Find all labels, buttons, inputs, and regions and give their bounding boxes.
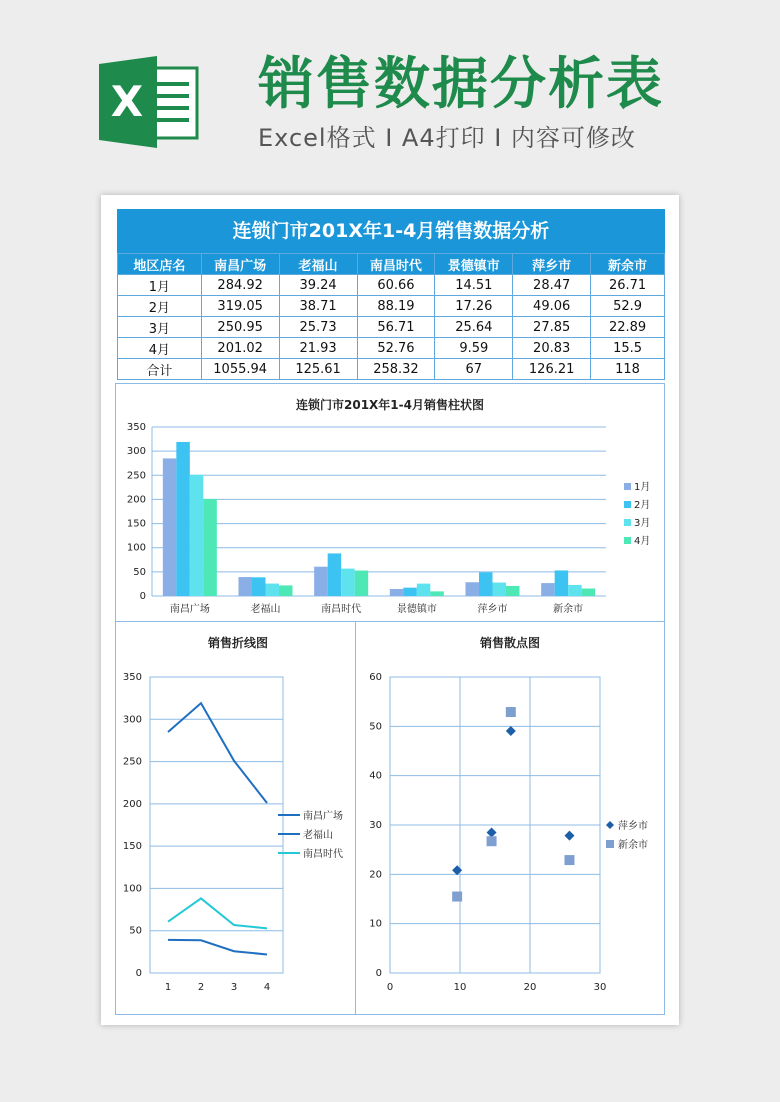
- legend-label: 2月: [634, 500, 651, 511]
- bar: [493, 583, 507, 596]
- table-cell: 15.5: [591, 338, 665, 359]
- y-tick-label: 40: [369, 770, 382, 782]
- x-tick-label: 新余市: [553, 604, 584, 615]
- table-cell: 27.85: [513, 317, 591, 338]
- x-tick-label: 0: [386, 982, 394, 993]
- table-cell: 201.02: [201, 338, 279, 359]
- bar: [314, 567, 328, 596]
- table-cell: 258.32: [357, 359, 435, 380]
- table-cell: 118: [591, 359, 665, 380]
- table-cell: 20.83: [513, 338, 591, 359]
- table-cell: 126.21: [513, 359, 591, 380]
- x-tick-label: 4: [263, 982, 271, 993]
- bar: [279, 585, 293, 596]
- table-cell: 67: [435, 359, 513, 380]
- bar: [430, 591, 444, 596]
- table-cell: 25.64: [435, 317, 513, 338]
- bar: [190, 475, 204, 596]
- table-cell: 52.76: [357, 338, 435, 359]
- bar: [555, 570, 569, 596]
- y-tick-label: 150: [122, 841, 142, 853]
- column-header: 新余市: [591, 254, 665, 275]
- scatter-chart-title: 销售散点图: [479, 636, 541, 650]
- bar: [390, 589, 404, 596]
- table-cell: 284.92: [201, 275, 279, 296]
- y-tick-label: 300: [126, 446, 146, 458]
- y-tick-label: 150: [126, 518, 146, 530]
- legend-swatch: [624, 483, 631, 490]
- y-tick-label: 50: [133, 566, 146, 578]
- legend-swatch: [624, 519, 631, 526]
- table-cell: 125.61: [279, 359, 357, 380]
- y-tick-label: 200: [126, 494, 146, 506]
- bar: [403, 588, 417, 596]
- legend-label: 南昌广场: [303, 811, 343, 822]
- line-chart: [116, 622, 355, 1014]
- bar-chart-panel: [115, 383, 665, 623]
- table-cell: 319.05: [201, 296, 279, 317]
- bar: [466, 582, 480, 596]
- scatter-point: [506, 726, 516, 736]
- table-cell: 14.51: [435, 275, 513, 296]
- legend-label: 1月: [634, 482, 651, 493]
- x-tick-label: 南昌广场: [169, 604, 210, 615]
- y-tick-label: 250: [122, 756, 142, 768]
- x-tick-label: 10: [453, 982, 467, 993]
- bar: [239, 577, 253, 596]
- scatter-chart: [356, 622, 664, 1014]
- table-cell: 39.24: [279, 275, 357, 296]
- bar: [479, 572, 493, 596]
- table-cell: 17.26: [435, 296, 513, 317]
- y-tick-label: 0: [375, 968, 382, 979]
- sales-table: [117, 253, 665, 380]
- bar: [252, 577, 266, 596]
- y-tick-label: 0: [135, 968, 142, 979]
- table-cell: 21.93: [279, 338, 357, 359]
- y-tick-label: 60: [369, 672, 382, 683]
- table-cell: 合计: [118, 359, 202, 380]
- table-cell: 3月: [118, 317, 202, 338]
- bar: [417, 584, 431, 596]
- line-chart-title: 销售折线图: [207, 636, 269, 650]
- x-tick-label: 30: [593, 982, 607, 993]
- x-tick-label: 景德镇市: [396, 604, 437, 615]
- table-row: [118, 359, 665, 380]
- table-cell: 26.71: [591, 275, 665, 296]
- bar: [266, 584, 280, 596]
- table-header-row: [118, 254, 665, 275]
- bar: [341, 569, 355, 596]
- table-banner: 连锁门市201X年1-4月销售数据分析: [117, 209, 665, 253]
- scatter-point: [487, 828, 497, 838]
- table-cell: 52.9: [591, 296, 665, 317]
- bar: [176, 442, 190, 596]
- table-cell: 49.06: [513, 296, 591, 317]
- column-header: 景德镇市: [435, 254, 513, 275]
- bar: [203, 499, 217, 596]
- table-row: [118, 338, 665, 359]
- table-cell: 4月: [118, 338, 202, 359]
- y-tick-label: 10: [369, 918, 382, 930]
- scatter-point: [564, 855, 574, 865]
- legend-label: 萍乡市: [618, 821, 648, 832]
- legend-label: 3月: [634, 518, 651, 529]
- bar: [541, 583, 555, 596]
- table-cell: 88.19: [357, 296, 435, 317]
- y-tick-label: 20: [369, 869, 382, 881]
- legend-label: 新余市: [618, 840, 648, 851]
- x-tick-label: 20: [523, 982, 537, 993]
- table-cell: 60.66: [357, 275, 435, 296]
- y-tick-label: 300: [122, 714, 142, 726]
- scatter-point: [506, 707, 516, 717]
- legend-marker: [606, 840, 614, 848]
- y-tick-label: 50: [129, 925, 142, 937]
- table-cell: 28.47: [513, 275, 591, 296]
- bar: [568, 585, 582, 596]
- column-header: 南昌广场: [201, 254, 279, 275]
- page-title: 销售数据分析表: [258, 52, 664, 117]
- table-cell: 250.95: [201, 317, 279, 338]
- x-tick-label: 南昌时代: [321, 604, 362, 615]
- table-row: [118, 296, 665, 317]
- x-tick-label: 3: [230, 982, 238, 993]
- scatter-point: [452, 892, 462, 902]
- table-cell: 1055.94: [201, 359, 279, 380]
- column-header: 地区店名: [118, 254, 202, 275]
- y-tick-label: 100: [122, 883, 142, 895]
- x-tick-label: 2: [197, 982, 205, 993]
- scatter-point: [452, 865, 462, 875]
- table-row: [118, 317, 665, 338]
- y-tick-label: 250: [126, 470, 146, 482]
- x-tick-label: 1: [164, 982, 172, 993]
- bar-chart: [116, 384, 664, 622]
- column-header: 南昌时代: [357, 254, 435, 275]
- y-tick-label: 50: [369, 721, 382, 733]
- bar: [506, 586, 520, 596]
- scatter-chart-panel: [355, 621, 665, 1015]
- table-cell: 56.71: [357, 317, 435, 338]
- table-cell: 2月: [118, 296, 202, 317]
- legend-label: 老福山: [303, 830, 333, 841]
- bar: [582, 589, 596, 596]
- y-tick-label: 100: [126, 542, 146, 554]
- line-chart-panel: [115, 621, 356, 1015]
- table-cell: 9.59: [435, 338, 513, 359]
- series-line: [168, 898, 267, 928]
- legend-label: 4月: [634, 536, 651, 547]
- bar: [355, 571, 369, 596]
- y-tick-label: 350: [122, 672, 142, 683]
- table-cell: 25.73: [279, 317, 357, 338]
- bar: [163, 458, 177, 596]
- table-cell: 1月: [118, 275, 202, 296]
- legend-label: 南昌时代: [303, 849, 343, 860]
- scatter-point: [564, 831, 574, 841]
- x-tick-label: 老福山: [250, 604, 281, 615]
- legend-swatch: [624, 537, 631, 544]
- table-cell: 22.89: [591, 317, 665, 338]
- series-line: [168, 703, 267, 803]
- x-tick-label: 萍乡市: [477, 604, 508, 615]
- y-tick-label: 0: [139, 591, 146, 602]
- series-line: [168, 940, 267, 955]
- page-subtitle: Excel格式 I A4打印 I 内容可修改: [258, 124, 636, 152]
- legend-swatch: [624, 501, 631, 508]
- bar: [328, 553, 342, 596]
- legend-marker: [606, 821, 614, 829]
- column-header: 老福山: [279, 254, 357, 275]
- y-tick-label: 350: [126, 422, 146, 433]
- scatter-point: [487, 836, 497, 846]
- y-tick-label: 200: [122, 798, 142, 810]
- excel-logo-icon: [99, 56, 199, 148]
- table-cell: 38.71: [279, 296, 357, 317]
- table-row: [118, 275, 665, 296]
- y-tick-label: 30: [369, 820, 382, 831]
- logo-letter: X: [110, 77, 144, 126]
- bar-chart-title: 连锁门市201X年1-4月销售柱状图: [296, 398, 484, 412]
- column-header: 萍乡市: [513, 254, 591, 275]
